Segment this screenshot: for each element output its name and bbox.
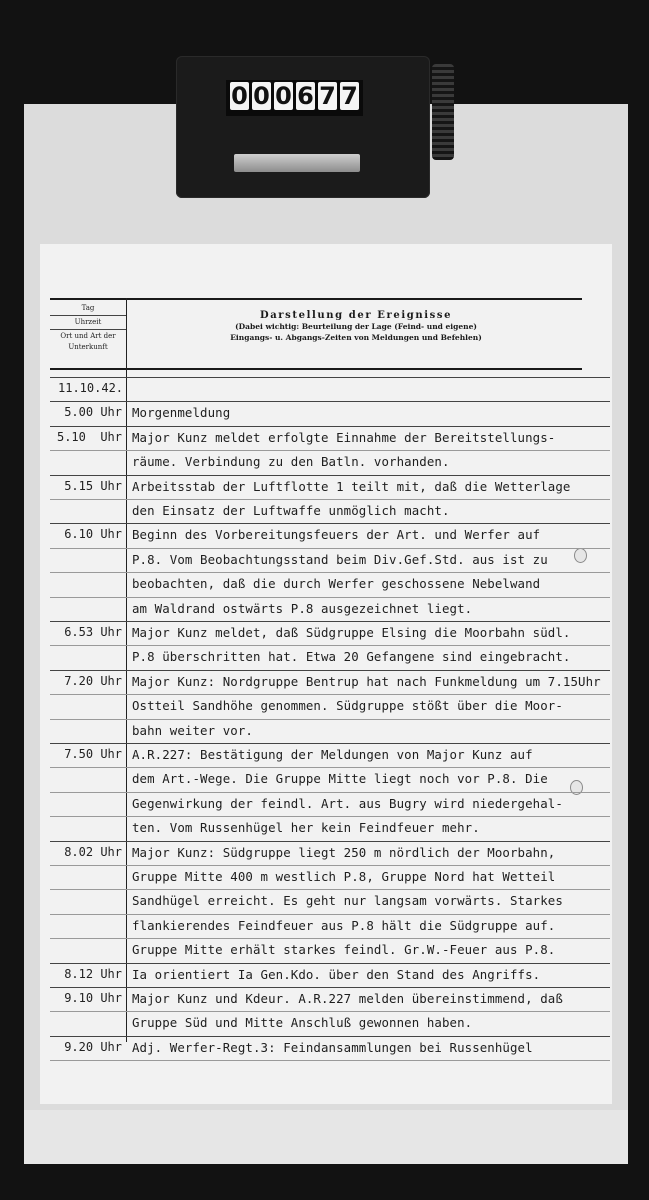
entry-separator <box>50 523 610 524</box>
entry-text: am Waldrand ostwärts P.8 ausgezeichnet liegt. <box>132 600 473 616</box>
ruled-line <box>50 597 610 598</box>
ruled-line <box>50 719 610 720</box>
ruled-line <box>50 865 610 866</box>
ruled-line <box>50 499 610 500</box>
ruled-line <box>50 889 610 890</box>
ruled-line <box>50 450 610 451</box>
ruled-line <box>50 792 610 793</box>
ruled-line <box>50 816 610 817</box>
ruled-line <box>50 1011 610 1012</box>
header-label-ort: Ort und Art der Unterkunft <box>60 332 116 351</box>
entry-text: Morgenmeldung <box>132 405 231 421</box>
entry-text: Arbeitsstab der Luftflotte 1 teilt mit, daß die Wetterlage <box>132 478 571 494</box>
frame-counter <box>176 56 430 198</box>
entry-text: ten. Vom Russenhügel her kein Feindfeuer mehr. <box>132 820 480 836</box>
entry-text: Major Kunz meldet erfolgte Einnahme der Bereitstellungs- <box>132 429 556 445</box>
entry-separator <box>50 841 610 842</box>
ruled-line <box>50 572 610 573</box>
entry-time: 6.53 Uhr <box>64 625 122 639</box>
counter-digit: 0 <box>275 82 292 110</box>
punch-hole <box>574 548 587 563</box>
entry-time: 7.50 Uhr <box>64 747 122 761</box>
entry-separator <box>50 743 610 744</box>
ruled-line <box>50 548 610 549</box>
counter-plate <box>234 154 360 172</box>
entry-time: 8.12 Uhr <box>64 966 122 981</box>
entry-time: 6.10 Uhr <box>64 527 122 542</box>
entry-text: Gruppe Mitte 400 m westlich P.8, Gruppe Nord hat Wetteil <box>132 869 556 884</box>
entry-text: Major Kunz meldet, daß Südgruppe Elsing die Moorbahn südl. <box>132 625 571 640</box>
entry-text: flankierendes Feindfeuer aus P.8 hält die Südgruppe auf. <box>132 917 556 933</box>
entry-text: Gegenwirkung der feindl. Art. aus Bugry wird niedergehal- <box>132 795 563 811</box>
entry-time: 5.10 Uhr <box>56 429 122 444</box>
entry-separator <box>50 377 610 378</box>
entry-time: 11.10.42. <box>58 381 124 395</box>
counter-digit: 7 <box>341 82 358 110</box>
header-subtitle-1: (Dabei wichtig: Beurteilung der Lage (Feind- und eigene) <box>235 322 477 331</box>
header-subtitle-2: Eingangs- u. Abgangs-Zeiten von Meldungen und Befehlen) <box>230 333 482 342</box>
entry-text: räume. Verbindung zu den Batln. vorhanden. <box>132 454 450 470</box>
counter-digits <box>226 80 363 116</box>
entry-text: P.8 überschritten hat. Etwa 20 Gefangene sind eingebracht. <box>132 649 571 665</box>
entry-separator <box>50 426 610 427</box>
entry-text: Ostteil Sandhöhe genommen. Südgruppe stößt über die Moor- <box>132 698 563 714</box>
header-left-labels <box>50 302 126 354</box>
entry-separator <box>50 1036 610 1037</box>
entry-text: beobachten, daß die durch Werfer geschossene Nebelwand <box>132 576 541 592</box>
counter-digit: 0 <box>231 82 248 110</box>
entry-separator <box>50 670 610 671</box>
header-label-tag: Tag <box>50 302 126 316</box>
entry-text: Major Kunz: Nordgruppe Bentrup hat nach Funkmeldung um 7.15Uhr <box>132 673 601 689</box>
entry-text: Gruppe Süd und Mitte Anschluß gewonnen haben. <box>132 1015 473 1031</box>
entry-separator <box>50 621 610 622</box>
entry-time: 8.02 Uhr <box>64 844 122 859</box>
entry-separator <box>50 475 610 476</box>
entry-time: 5.15 Uhr <box>64 478 122 493</box>
entry-text: Beginn des Vorbereitungsfeuers der Art. und Werfer auf <box>132 527 541 543</box>
entry-text: Sandhügel erreicht. Es geht nur langsam vorwärts. Starkes <box>132 893 563 909</box>
counter-digit: 7 <box>319 82 336 110</box>
entry-text: bahn weiter vor. <box>132 722 253 738</box>
entry-time: 9.20 Uhr <box>64 1039 122 1054</box>
entry-text: Major Kunz und Kdeur. A.R.227 melden übereinstimmend, daß <box>132 991 563 1006</box>
entry-time: 7.20 Uhr <box>64 673 122 688</box>
counter-digit: 6 <box>297 82 314 110</box>
entry-text: Major Kunz: Südgruppe liegt 250 m nördlich der Moorbahn, <box>132 844 556 860</box>
entry-text: Gruppe Mitte erhält starkes feindl. Gr.W.-Feuer aus P.8. <box>132 942 556 958</box>
entry-text: dem Art.-Wege. Die Gruppe Mitte liegt noch vor P.8. Die <box>132 771 548 787</box>
entry-text: Adj. Werfer-Regt.3: Feindansammlungen bei Russenhügel <box>132 1039 533 1055</box>
ruled-line <box>50 938 610 939</box>
entry-text: P.8. Vom Beobachtungsstand beim Div.Gef.Std. aus ist zu <box>132 551 548 567</box>
counter-digit: 0 <box>253 82 270 110</box>
entry-separator <box>50 987 610 988</box>
ruled-line <box>50 914 610 915</box>
entry-text: A.R.227: Bestätigung der Meldungen von Major Kunz auf <box>132 747 533 762</box>
ruled-line <box>50 645 610 646</box>
entry-separator <box>50 401 610 402</box>
entry-time: 9.10 Uhr <box>64 991 122 1005</box>
ruled-line <box>50 1060 610 1061</box>
header-label-uhrzeit: Uhrzeit <box>50 316 126 330</box>
ruled-line <box>50 694 610 695</box>
header-right <box>130 310 582 343</box>
header-title: Darstellung der Ereignisse <box>259 310 453 321</box>
entry-text: den Einsatz der Luftwaffe unmöglich macht. <box>132 503 450 518</box>
entry-text: Ia orientiert Ia Gen.Kdo. über den Stand des Angriffs. <box>132 966 541 982</box>
entry-time: 5.00 Uhr <box>64 405 122 420</box>
entry-separator <box>50 963 610 964</box>
ruled-line <box>50 767 610 768</box>
board-bottom-edge <box>24 1110 628 1164</box>
counter-wheel <box>432 64 454 160</box>
